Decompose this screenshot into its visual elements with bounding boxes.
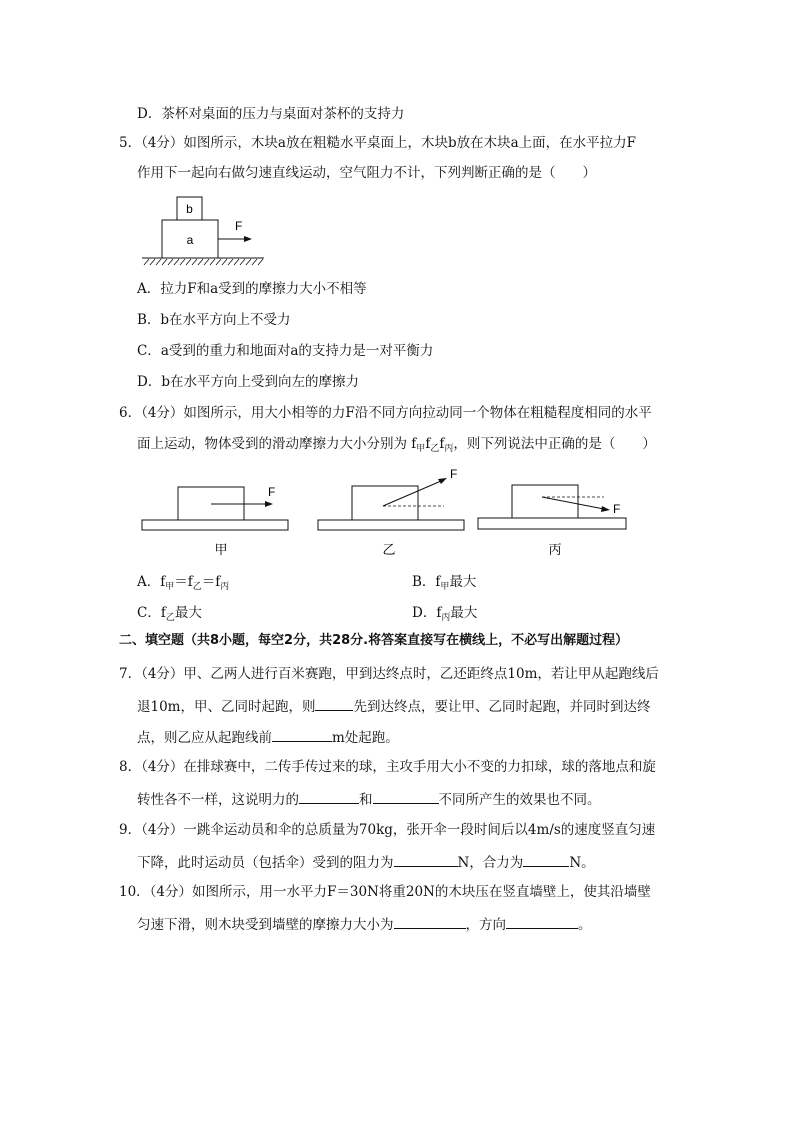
section2-heading: 二、填空题（共8小题，每空2分，共28分.将答案直接写在横线上，不必写出解题过程）	[119, 633, 629, 648]
q7-stem-line3: 点，则乙应从起跑线前 m处起跑。	[137, 727, 399, 747]
q10-blank-1[interactable]	[394, 914, 466, 929]
q5-option-c: C．a受到的重力和地面对a的支持力是一对平衡力	[137, 343, 434, 359]
q6-figure-yi	[318, 467, 464, 557]
q8-blank-2[interactable]	[373, 789, 439, 804]
q10-blank-2[interactable]	[506, 914, 578, 929]
block-a-label: a	[186, 233, 194, 247]
block-b-label: b	[186, 202, 193, 216]
q8-stem-line2: 转性各不一样，这说明力的 和 不同所产生的效果也不同。	[137, 789, 601, 809]
q5-option-b: B．b在水平方向上不受力	[137, 312, 291, 328]
q9-blank-1[interactable]	[394, 852, 458, 867]
q10-stem-line1: 10．（4分）如图所示，用一水平力F＝30N将重20N的木块压在竖直墙壁上，使其沿墙壁	[119, 884, 651, 900]
yi-force-label: F	[450, 467, 458, 481]
ground-hatch	[144, 259, 263, 265]
q6-option-a: A．$f_甲=f_乙=f_丙$	[137, 574, 230, 592]
q7-blank-2[interactable]	[272, 727, 332, 742]
q7-stem-line2: 退10m，甲、乙同时起跑，则 先到达终点，要让甲、乙同时起跑，并同时到达终	[137, 696, 650, 716]
q6-figure-jia	[142, 485, 288, 557]
q5-option-a: A．拉力F和a受到的摩擦力大小不相等	[137, 281, 367, 297]
q5-stem-line1: 5．（4分）如图所示，木块a放在粗糙水平桌面上，木块b放在木块a上面，在水平拉力F	[119, 135, 637, 151]
q8-stem-line1: 8．（4分）在排球赛中，二传手传过来的球，主攻手用大小不变的力扣球，球的落地点和旋	[119, 759, 656, 775]
jia-force-label: F	[268, 485, 276, 499]
caption-jia: 甲	[214, 542, 228, 557]
q6-option-c: C．$f_乙$最大	[137, 605, 202, 623]
caption-yi: 乙	[382, 542, 396, 557]
q9-stem-line2: 下降，此时运动员（包括伞）受到的阻力为 N，合力为 N。	[137, 852, 595, 872]
q5-figure	[140, 195, 270, 267]
q8-blank-1[interactable]	[299, 789, 359, 804]
bing-force-label: F	[613, 502, 621, 516]
q9-blank-2[interactable]	[523, 852, 569, 867]
q4-option-d: D．茶杯对桌面的压力与桌面对茶杯的支持力	[137, 106, 405, 122]
caption-bing: 丙	[548, 542, 562, 557]
force-f-label: F	[235, 219, 243, 233]
q7-stem-line1: 7．（4分）甲、乙两人进行百米赛跑，甲到达终点时，乙还距终点10m，若让甲从起跑线后	[119, 666, 659, 682]
q5-option-d: D．b在水平方向上受到向左的摩擦力	[137, 374, 359, 390]
q7-blank-1[interactable]	[315, 696, 353, 711]
q5-stem-line2: 作用下一起向右做匀速直线运动，空气阻力不计，下列判断正确的是（ ）	[137, 165, 596, 181]
q6-stem-line2: 面上运动，物体受到的滑动摩擦力大小分别为 $f_甲f_乙f_丙$，则下列说法中正确的是（ ）	[137, 436, 656, 454]
q6-stem-line1: 6．（4分）如图所示，用大小相等的力F沿不同方向拉动同一个物体在粗糙程度相同的水平	[119, 405, 652, 421]
q6-figure	[138, 464, 638, 562]
q6-figure-bing	[478, 485, 626, 557]
q9-stem-line1: 9．（4分）一跳伞运动员和伞的总质量为70kg，张开伞一段时间后以4m/s的速度竖直匀速	[119, 822, 656, 838]
q6-option-b: B．$f_甲$最大	[412, 574, 477, 592]
q6-option-d: D．$f_丙$最大	[412, 605, 478, 623]
q10-stem-line2: 匀速下滑，则木块受到墙壁的摩擦力大小为 ，方向 。	[137, 914, 592, 934]
